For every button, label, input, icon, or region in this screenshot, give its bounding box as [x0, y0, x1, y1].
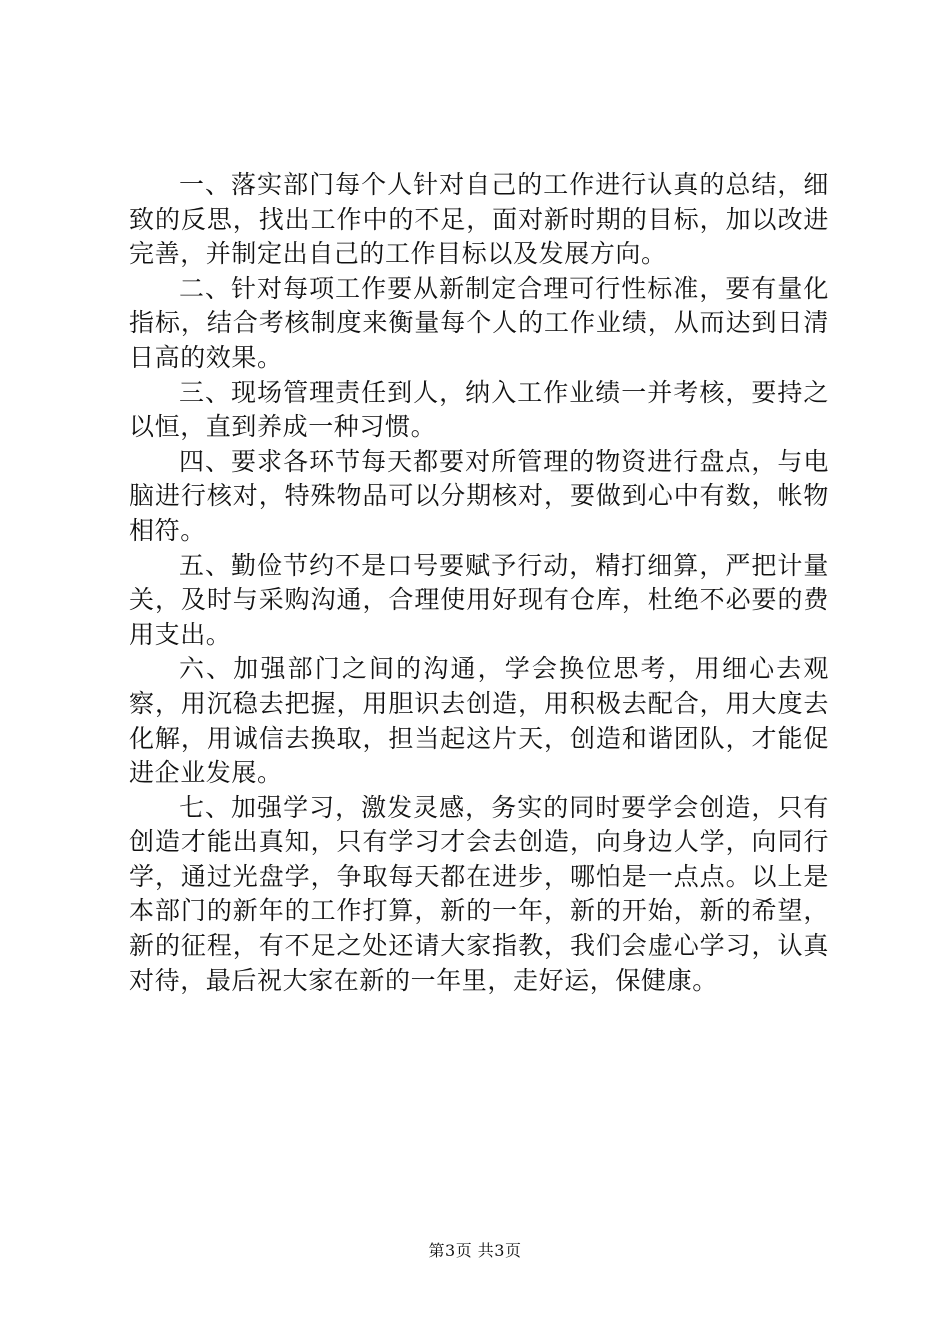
paragraph-1: 一、落实部门每个人针对自己的工作进行认真的总结，细致的反思，找出工作中的不足，面对新时期的目标，加以改进完善，并制定出自己的工作目标以及发展方向。 — [129, 170, 829, 269]
paragraph-5: 五、勤俭节约不是口号要赋予行动，精打细算，严把计量关，及时与采购沟通，合理使用好现有仓库，杜绝不必要的费用支出。 — [129, 550, 829, 649]
paragraph-7: 七、加强学习，激发灵感，务实的同时要学会创造，只有创造才能出真知，只有学习才会去创造，向身边人学，向同行学，通过光盘学，争取每天都在进步，哪怕是一点点。以上是本部门的新年的工作打算，新的一年，新的开始，新的希望，新的征程，有不足之处还请大家指教，我们会虚心学习，认真对待，最后祝大家在新的一年里，走好运，保健康。 — [129, 792, 829, 995]
paragraph-2: 二、针对每项工作要从新制定合理可行性标准，要有量化指标，结合考核制度来衡量每个人的工作业绩，从而达到日清日高的效果。 — [129, 273, 829, 372]
paragraph-3: 三、现场管理责任到人，纳入工作业绩一并考核，要持之以恒，直到养成一种习惯。 — [129, 377, 829, 442]
page-footer: 第3页 共3页 — [428, 1241, 522, 1260]
document-body — [129, 168, 829, 998]
paragraph-4: 四、要求各环节每天都要对所管理的物资进行盘点，与电脑进行核对，特殊物品可以分期核对，要做到心中有数，帐物相符。 — [129, 446, 829, 545]
paragraph-6: 六、加强部门之间的沟通，学会换位思考，用细心去观察，用沉稳去把握，用胆识去创造，用积极去配合，用大度去化解，用诚信去换取，担当起这片天，创造和谐团队，才能促进企业发展。 — [129, 654, 829, 788]
